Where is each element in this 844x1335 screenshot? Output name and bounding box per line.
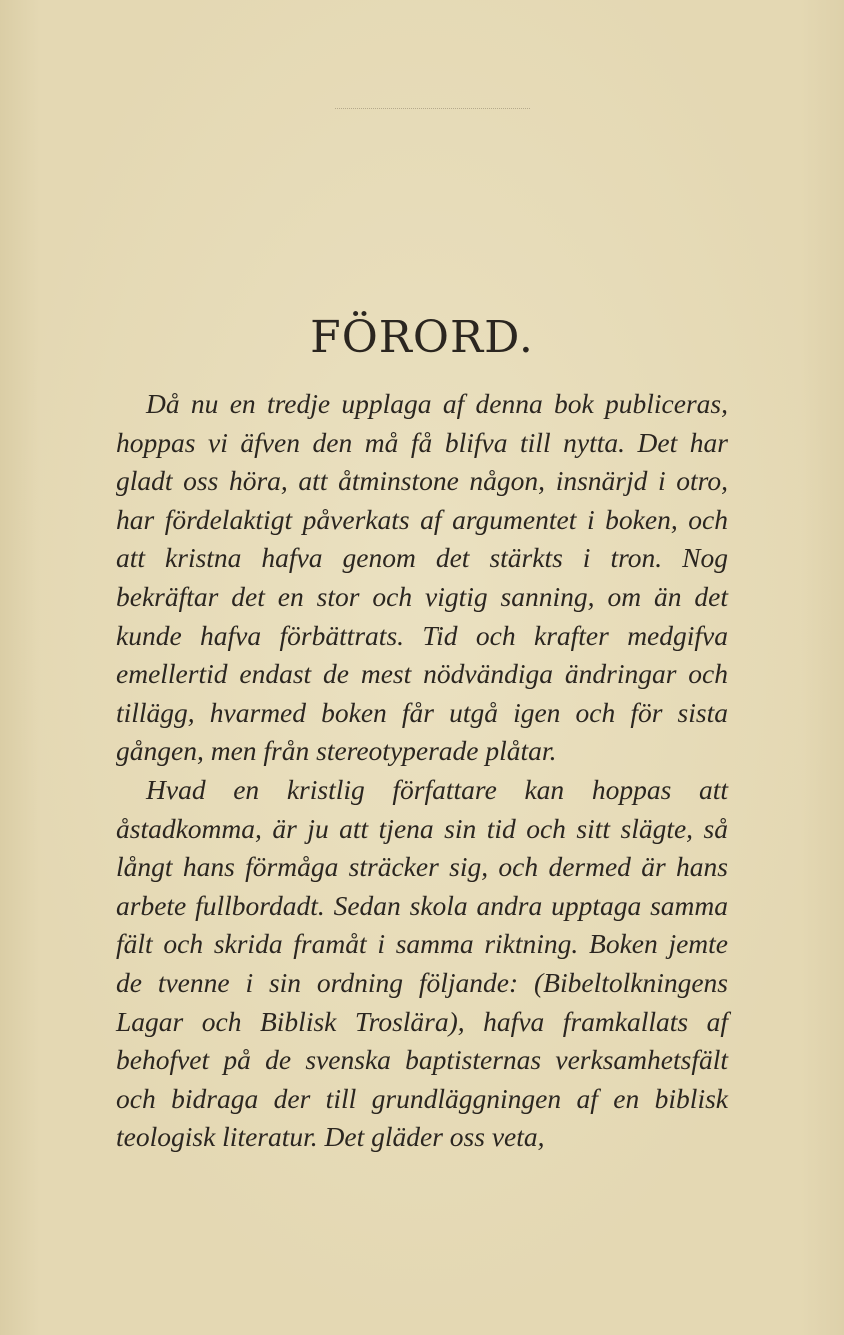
page-title: FÖRORD. [310,312,534,363]
paragraph-2: Hvad en kristlig författare kan hoppas att åstadkomma, är ju att tjena sin tid och sitt slägte, så långt hans förmåga sträcker sig, och dermed är hans arbete fullbordadt. Sedan skola andra upptaga samma fält och skrida framåt i samma riktning. Boken jemte de tvenne i sin ordning följande: (Bibeltolkningens Lagar och Biblisk Troslära), hafva framkallats af behofvet på de svenska baptisternas verksamhetsfält och bidraga der till grundläggningen af en biblisk teologisk literatur. Det gläder oss veta, [116,773,728,1153]
paragraph-1: Då nu en tredje upplaga af denna bok publiceras, hoppas vi äfven den må få blifva till nytta. Det har gladt oss höra, att åtminstone någon, insnärjd i otro, har fördelaktigt påverkats af argumentet i boken, och att kristna hafva genom det stärkts i tron. Nog bekräftar det en stor och vigtig sanning, om än det kunde hafva förbättrats. Tid och krafter medgifva emellertid endast de mest nödvändiga ändringar och tillägg, hvarmed boken får utgå igen och för sista gången, men från stereotyperade plåtar. [116,388,728,767]
ink-smudge [335,108,530,113]
body-text [116,385,728,1157]
